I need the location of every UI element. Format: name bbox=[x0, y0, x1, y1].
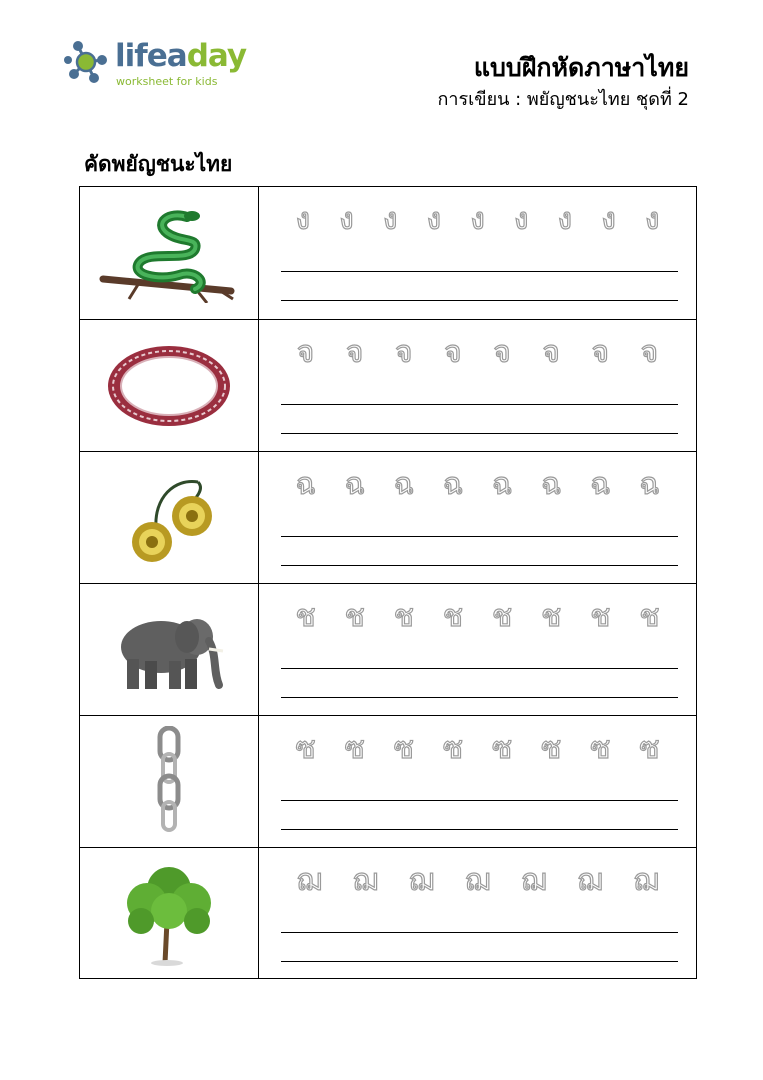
trace-letter: จ bbox=[296, 335, 315, 370]
trace-letter: ฌ bbox=[633, 863, 659, 898]
tracing-area[interactable] bbox=[259, 452, 696, 583]
writing-line bbox=[281, 300, 678, 301]
logo-molecule-icon bbox=[64, 38, 112, 88]
trace-letter: ฌ bbox=[576, 863, 603, 898]
trace-letter: ซ bbox=[344, 731, 365, 766]
trace-letter: ซ bbox=[639, 731, 660, 766]
logo-word-prefix: lifea bbox=[115, 38, 187, 74]
snake-picture bbox=[99, 203, 239, 303]
trace-letter: ช bbox=[393, 599, 414, 634]
chain-picture bbox=[149, 726, 189, 838]
picture-cell bbox=[80, 716, 259, 847]
practice-row bbox=[80, 715, 696, 847]
trace-letter: ง bbox=[644, 202, 660, 237]
trace-letter: ซ bbox=[393, 731, 414, 766]
trace-letter: จ bbox=[591, 335, 610, 370]
trace-letter: ซ bbox=[590, 731, 611, 766]
trace-letter: ฉ bbox=[540, 467, 562, 502]
trace-letter: จ bbox=[542, 335, 560, 370]
trace-letter: จ bbox=[493, 335, 511, 370]
cymbals-picture bbox=[114, 468, 224, 568]
trace-letter: ฌ bbox=[296, 863, 322, 898]
trace-letter: ง bbox=[601, 202, 616, 237]
section-heading: คัดพยัญชนะไทย bbox=[84, 152, 233, 176]
writing-line bbox=[281, 800, 678, 801]
logo-wordmark bbox=[115, 38, 246, 74]
trace-letters bbox=[281, 330, 674, 376]
trace-letter: จ bbox=[640, 335, 659, 370]
picture-cell bbox=[80, 320, 259, 451]
trace-letter: ฉ bbox=[590, 467, 611, 502]
writing-line bbox=[281, 433, 678, 434]
trace-letter: ฉ bbox=[344, 467, 365, 502]
logo-tagline: worksheet for kids bbox=[116, 75, 218, 88]
trace-letter: ซ bbox=[295, 731, 316, 766]
trace-letter: ช bbox=[590, 599, 611, 634]
trace-letter: ง bbox=[382, 202, 398, 237]
trace-letter: ช bbox=[491, 599, 513, 634]
practice-table bbox=[79, 186, 697, 979]
plate-picture bbox=[104, 341, 234, 431]
writing-line bbox=[281, 668, 678, 669]
trace-letters bbox=[281, 462, 674, 508]
writing-line bbox=[281, 536, 678, 537]
trace-letter: ฉ bbox=[442, 467, 464, 502]
writing-line bbox=[281, 565, 678, 566]
trace-letter: ฌ bbox=[408, 863, 435, 898]
worksheet-title: แบบฝึกหัดภาษาไทย bbox=[473, 53, 689, 82]
trace-letter: ช bbox=[541, 599, 562, 634]
picture-cell bbox=[80, 187, 259, 319]
trace-letter: ง bbox=[470, 202, 485, 237]
tracing-area[interactable] bbox=[259, 848, 696, 978]
trace-letter: ช bbox=[442, 599, 464, 634]
practice-row bbox=[80, 319, 696, 451]
writing-line bbox=[281, 932, 678, 933]
picture-cell bbox=[80, 584, 259, 715]
trace-letter: ฉ bbox=[295, 467, 316, 502]
writing-line bbox=[281, 697, 678, 698]
trace-letter: ซ bbox=[541, 731, 562, 766]
picture-cell bbox=[80, 452, 259, 583]
tree-picture bbox=[119, 859, 219, 967]
tracing-area[interactable] bbox=[259, 320, 696, 451]
trace-letter: ง bbox=[513, 202, 529, 237]
trace-letter: ง bbox=[339, 202, 354, 237]
writing-line bbox=[281, 961, 678, 962]
trace-letter: จ bbox=[345, 335, 364, 370]
trace-letter: ซ bbox=[442, 731, 464, 766]
picture-cell bbox=[80, 848, 259, 978]
trace-letter: ช bbox=[639, 599, 660, 634]
trace-letters bbox=[281, 197, 674, 243]
trace-letters bbox=[281, 726, 674, 772]
trace-letter: ฌ bbox=[520, 863, 547, 898]
trace-letters bbox=[281, 594, 674, 640]
practice-row bbox=[80, 451, 696, 583]
trace-letter: ง bbox=[426, 202, 442, 237]
tracing-area[interactable] bbox=[259, 187, 696, 319]
trace-letter: จ bbox=[444, 335, 462, 370]
tracing-area[interactable] bbox=[259, 716, 696, 847]
elephant-picture bbox=[109, 605, 229, 695]
practice-row bbox=[80, 187, 696, 319]
writing-line bbox=[281, 404, 678, 405]
trace-letter: ง bbox=[557, 202, 573, 237]
lifeaday-logo bbox=[64, 38, 254, 94]
writing-line bbox=[281, 271, 678, 272]
trace-letter: ฉ bbox=[491, 467, 513, 502]
trace-letter: ฉ bbox=[639, 467, 660, 502]
tracing-area[interactable] bbox=[259, 584, 696, 715]
trace-letter: ฌ bbox=[464, 863, 491, 898]
writing-line bbox=[281, 829, 678, 830]
practice-row bbox=[80, 583, 696, 715]
worksheet-subtitle: การเขียน : พยัญชนะไทย ชุดที่ 2 bbox=[437, 89, 689, 110]
trace-letter: ง bbox=[295, 202, 311, 237]
trace-letter: ช bbox=[344, 599, 365, 634]
logo-word-suffix: day bbox=[186, 38, 247, 74]
trace-letter: ฌ bbox=[352, 863, 379, 898]
trace-letter: ฉ bbox=[393, 467, 415, 502]
trace-letters bbox=[281, 858, 674, 904]
practice-row bbox=[80, 847, 696, 978]
trace-letter: ช bbox=[295, 599, 316, 634]
trace-letter: ซ bbox=[491, 731, 513, 766]
trace-letter: จ bbox=[395, 335, 413, 370]
